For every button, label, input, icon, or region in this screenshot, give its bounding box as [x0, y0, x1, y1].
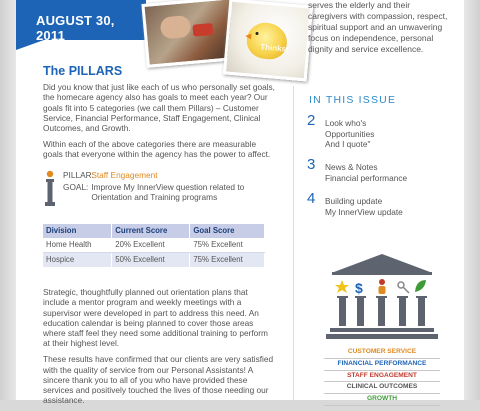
- issue-item-text: [325, 196, 445, 217]
- pillar-item-customer-service: CUSTOMER SERVICE: [324, 347, 440, 359]
- intro-sidebar: [308, 0, 448, 55]
- issue-page-number: 3: [307, 156, 316, 173]
- pillar-goal-block: [43, 168, 275, 210]
- issue-line: Building update: [325, 196, 383, 206]
- pillar-row: [63, 170, 158, 180]
- temple-roof-base: [332, 272, 432, 275]
- issue-line: News & Notes: [325, 162, 378, 172]
- person-figure-icon: [379, 279, 386, 294]
- table-cell: 20% Excellent: [112, 238, 190, 253]
- table-cell: Home Health: [43, 238, 112, 253]
- chick-shape: [245, 21, 288, 60]
- pillars-article: [43, 66, 275, 411]
- issue-line: And I quote": [325, 139, 371, 149]
- pillars-title: The PILLARS: [43, 64, 123, 78]
- leaf-icon: [415, 280, 426, 292]
- page-shadow-left: [0, 0, 16, 400]
- table-cell: 75% Excellent: [190, 238, 265, 253]
- page-shadow-right: [464, 0, 480, 400]
- issue-item-text: [325, 118, 445, 150]
- pillar-label: PILLAR:: [63, 169, 94, 180]
- person-icon: [43, 170, 57, 208]
- photo-watermark: Thinkst: [259, 42, 290, 54]
- intro-text: serves the elderly and their caregivers with compassion, respect, spiritual support and an unwavering focus on independence, personal dignity and service excellence.: [308, 0, 448, 54]
- column-divider: [293, 86, 294, 400]
- issue-line: Look who's: [325, 118, 367, 128]
- issue-line: Financial performance: [325, 172, 408, 183]
- table-row: [43, 238, 265, 253]
- pillar-item-growth: GROWTH: [324, 394, 440, 406]
- issue-line: Opportunities: [325, 128, 375, 139]
- pillars-paragraph-2: Within each of the above categories there are measurable goals that everyone within the agency has the power to affect.: [43, 139, 271, 160]
- pillar-item-staff-engagement: STAFF ENGAGEMENT: [324, 371, 440, 383]
- pillars-paragraph-1: Did you know that just like each of us who personally set goals, the homecare agency also has goals to meet each year? Our goals fit into 5 categories (we call them Pillars) – Customer Service, Financial Performance, Staff Engagement, Clinical Outcomes, and Growth.: [43, 82, 275, 134]
- pillar-value: Staff Engagement: [91, 169, 158, 180]
- pillar-item-financial-performance: FINANCIAL PERFORMANCE: [324, 359, 440, 371]
- key-icon: [398, 282, 409, 293]
- issue-date: AUGUST 30, 2011: [36, 13, 115, 43]
- date-banner-tail: [16, 40, 44, 50]
- goal-value: Improve My InnerView question related to Orientation and Training programs: [91, 181, 245, 202]
- chick-beak: [245, 33, 252, 40]
- pillars-temple-illustration: [326, 252, 438, 340]
- pillar-category-list: [324, 347, 440, 406]
- table-cell: Hospice: [43, 253, 112, 268]
- table-header-current: Current Score: [112, 224, 190, 238]
- temple-step-1: [330, 328, 434, 332]
- issue-page-number: 2: [307, 112, 316, 129]
- table-cell: 75% Excellent: [190, 253, 265, 268]
- column-caps: [337, 296, 427, 298]
- issue-item-text: [325, 162, 445, 183]
- pillar-item-clinical-outcomes: CLINICAL OUTCOMES: [324, 382, 440, 394]
- star-icon: [335, 280, 349, 293]
- temple-step-2: [326, 334, 438, 339]
- scores-table: [43, 224, 265, 268]
- svg-text:$: $: [355, 280, 363, 296]
- dollar-icon: [355, 280, 363, 296]
- newsletter-page: [16, 0, 464, 406]
- in-this-issue-title: IN THIS ISSUE: [309, 94, 397, 106]
- goal-row: [63, 182, 261, 202]
- date-banner: [16, 0, 146, 43]
- table-header-division: Division: [43, 224, 112, 238]
- issue-page-number: 4: [307, 190, 316, 207]
- bottle-shape: [192, 23, 213, 37]
- temple-columns: [339, 298, 425, 326]
- goal-label: GOAL:: [63, 181, 89, 192]
- pillars-paragraph-3: Strategic, thoughtfully planned out orientation plans that include a mentor program and weekly meetings with a supervisor were developed in part to address this need. An education calendar is being planned to cover those areas where staff feel they need some additional training to perform at their highest level.: [43, 287, 268, 349]
- table-header-goal: Goal Score: [190, 224, 265, 238]
- table-header-row: [43, 224, 265, 238]
- table-row: [43, 253, 265, 268]
- issue-line: My InnerView update: [325, 206, 403, 217]
- temple-roof: [334, 254, 430, 272]
- photo-elderly-hands: [141, 0, 237, 68]
- table-cell: 50% Excellent: [112, 253, 190, 268]
- pillars-paragraph-4: These results have confirmed that our clients are very satisfied with the quality of service from our Personal Assistants! A sincere thank you to all of you who have provided these services and positively touched the lives of those needing our assistance.: [43, 354, 274, 406]
- hand-shape: [160, 15, 192, 40]
